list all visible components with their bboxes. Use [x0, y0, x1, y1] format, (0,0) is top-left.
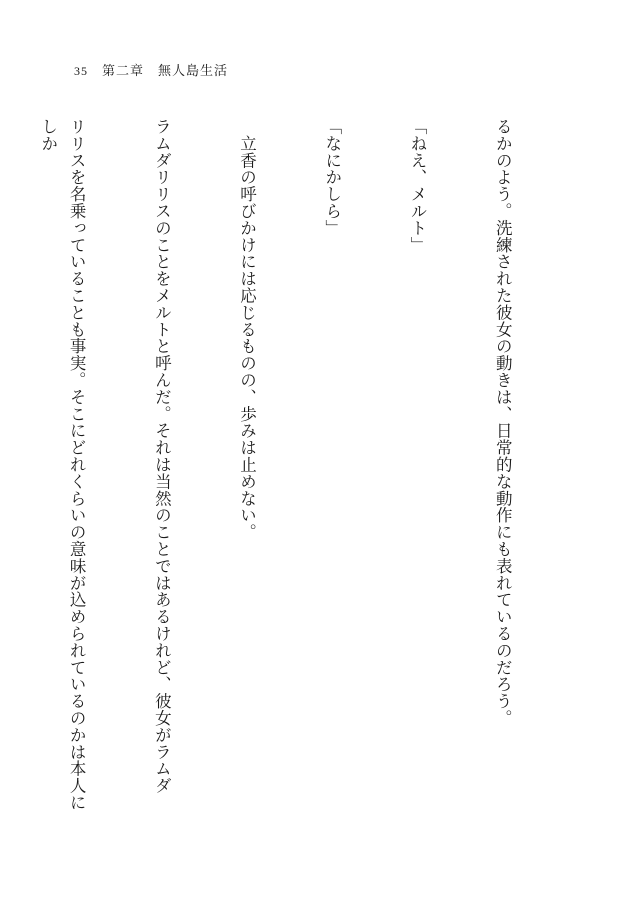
chapter-title: 第二章 無人島生活: [102, 64, 229, 79]
text-line: ラムダリリスのことをメルトと呼んだ。それは当然のことではあるけれど、彼女がラムダ: [152, 118, 172, 794]
text-line: 立香の呼びかけには応じるものの、歩みは止めない。: [237, 118, 257, 541]
text-line: リリスを名乗っていることも事実。そこにどれくらいの意味が込められているのかは本人にしか: [38, 118, 87, 811]
vertical-body-text: [38, 118, 573, 818]
text-line: るかのよう。洗練された彼女の動きは、日常的な動作にも表れているのだろう。: [493, 118, 513, 727]
text-line: 「なにかしら」: [322, 118, 342, 237]
running-header: [74, 60, 228, 80]
text-line: 「ねえ、メルト」: [407, 118, 427, 254]
page-number: 35: [74, 64, 88, 78]
